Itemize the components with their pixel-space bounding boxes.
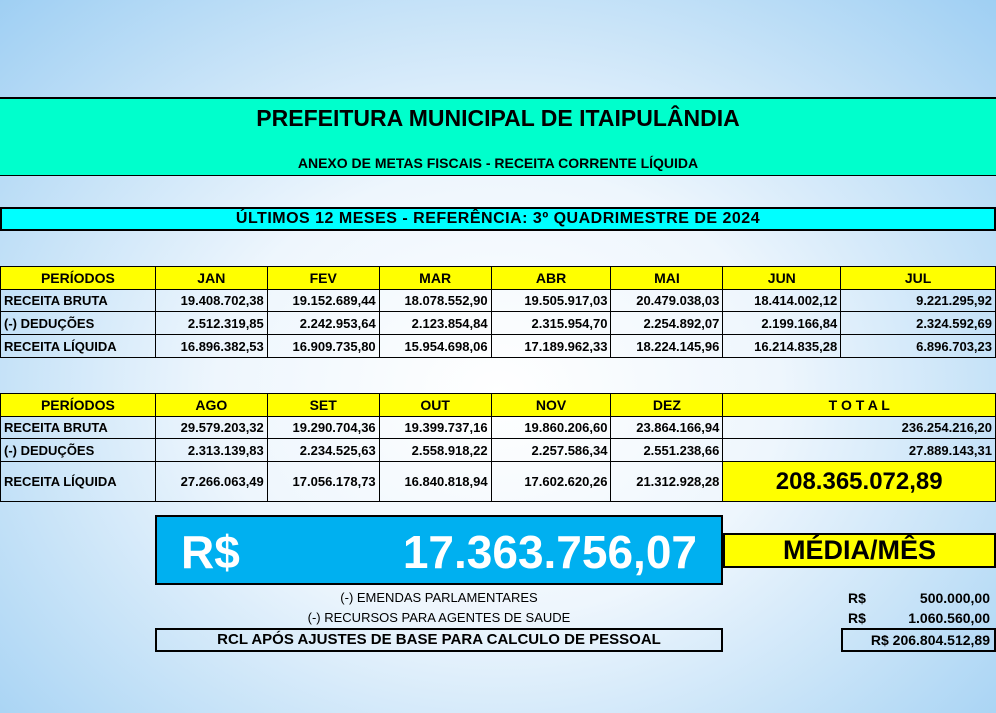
cell-value: 2.257.586,34 xyxy=(491,439,611,462)
cell-value: 2.315.954,70 xyxy=(491,312,611,335)
row-label: RECEITA LÍQUIDA xyxy=(1,335,156,358)
cell-value: 2.313.139,83 xyxy=(155,439,267,462)
adjustment-value: 1.060.560,00 xyxy=(908,610,990,626)
reference-period: ÚLTIMOS 12 MESES - REFERÊNCIA: 3º QUADRIMESTRE DE 2024 xyxy=(0,207,996,231)
cell-value: 27.889.143,31 xyxy=(723,439,996,462)
average-currency: R$ xyxy=(181,526,240,578)
table-jan-jul xyxy=(0,266,996,358)
cell-value: 2.551.238,66 xyxy=(611,439,723,462)
cell-value: 2.254.892,07 xyxy=(611,312,723,335)
cell-value: 19.408.702,38 xyxy=(155,290,267,312)
column-header: MAI xyxy=(611,267,723,290)
cell-value: 29.579.203,32 xyxy=(155,417,267,439)
adjustment-value: 500.000,00 xyxy=(919,590,990,606)
adjustment-label: (-) RECURSOS PARA AGENTES DE SAUDE xyxy=(307,610,571,625)
column-header: DEZ xyxy=(611,394,723,417)
final-value: R$ 206.804.512,89 xyxy=(841,628,996,652)
table-row xyxy=(1,439,996,462)
cell-value: 17.602.620,26 xyxy=(491,462,611,502)
column-header: JUL xyxy=(841,267,996,290)
cell-value: 2.123.854,84 xyxy=(379,312,491,335)
cell-value: 20.479.038,03 xyxy=(611,290,723,312)
cell-value: 27.266.063,49 xyxy=(155,462,267,502)
cell-value: 9.221.295,92 xyxy=(841,290,996,312)
cell-value: 2.324.592,69 xyxy=(841,312,996,335)
cell-value: 16.896.382,53 xyxy=(155,335,267,358)
cell-value: 2.512.319,85 xyxy=(155,312,267,335)
table-row xyxy=(1,417,996,439)
cell-value: 18.414.002,12 xyxy=(723,290,841,312)
cell-value: 208.365.072,89 xyxy=(723,462,996,502)
adjustment-currency: R$ xyxy=(848,590,866,606)
cell-value: 23.864.166,94 xyxy=(611,417,723,439)
column-header: MAR xyxy=(379,267,491,290)
cell-value: 2.558.918,22 xyxy=(379,439,491,462)
column-header: SET xyxy=(267,394,379,417)
column-header: PERÍODOS xyxy=(1,394,156,417)
cell-value: 16.909.735,80 xyxy=(267,335,379,358)
column-header: T O T A L xyxy=(723,394,996,417)
cell-value: 19.505.917,03 xyxy=(491,290,611,312)
cell-value: 2.199.166,84 xyxy=(723,312,841,335)
adjustment-label: (-) EMENDAS PARLAMENTARES xyxy=(340,590,538,605)
cell-value: 19.860.206,60 xyxy=(491,417,611,439)
cell-value: 16.214.835,28 xyxy=(723,335,841,358)
row-label: RECEITA BRUTA xyxy=(1,417,156,439)
table-ago-dez xyxy=(0,393,996,502)
average-label: MÉDIA/MÊS xyxy=(723,533,996,568)
cell-value: 2.242.953,64 xyxy=(267,312,379,335)
column-header: PERÍODOS xyxy=(1,267,156,290)
cell-value: 2.234.525,63 xyxy=(267,439,379,462)
row-label: RECEITA BRUTA xyxy=(1,290,156,312)
row-label: (-) DEDUÇÕES xyxy=(1,312,156,335)
average-box xyxy=(155,515,723,585)
final-label: RCL APÓS AJUSTES DE BASE PARA CALCULO DE PESSOAL xyxy=(155,628,723,652)
table-row xyxy=(1,335,996,358)
column-header: JAN xyxy=(155,267,267,290)
cell-value: 6.896.703,23 xyxy=(841,335,996,358)
column-header: OUT xyxy=(379,394,491,417)
column-header: NOV xyxy=(491,394,611,417)
header-row xyxy=(1,394,996,417)
cell-value: 236.254.216,20 xyxy=(723,417,996,439)
cell-value: 16.840.818,94 xyxy=(379,462,491,502)
average-value: 17.363.756,07 xyxy=(402,526,697,578)
cell-value: 18.078.552,90 xyxy=(379,290,491,312)
row-label: (-) DEDUÇÕES xyxy=(1,439,156,462)
column-header: FEV xyxy=(267,267,379,290)
cell-value: 17.189.962,33 xyxy=(491,335,611,358)
cell-value: 18.224.145,96 xyxy=(611,335,723,358)
cell-value: 19.152.689,44 xyxy=(267,290,379,312)
column-header: ABR xyxy=(491,267,611,290)
row-label: RECEITA LÍQUIDA xyxy=(1,462,156,502)
table-row xyxy=(1,290,996,312)
table-row xyxy=(1,312,996,335)
cell-value: 21.312.928,28 xyxy=(611,462,723,502)
page-title: PREFEITURA MUNICIPAL DE ITAIPULÂNDIA xyxy=(256,105,740,131)
table-row xyxy=(1,462,996,502)
cell-value: 15.954.698,06 xyxy=(379,335,491,358)
cell-value: 19.290.704,36 xyxy=(267,417,379,439)
column-header: JUN xyxy=(723,267,841,290)
title-band xyxy=(0,97,996,176)
cell-value: 19.399.737,16 xyxy=(379,417,491,439)
adjustment-currency: R$ xyxy=(848,610,866,626)
header-row xyxy=(1,267,996,290)
cell-value: 17.056.178,73 xyxy=(267,462,379,502)
column-header: AGO xyxy=(155,394,267,417)
page-subtitle: ANEXO DE METAS FISCAIS - RECEITA CORRENTE LÍQUIDA xyxy=(297,155,699,171)
